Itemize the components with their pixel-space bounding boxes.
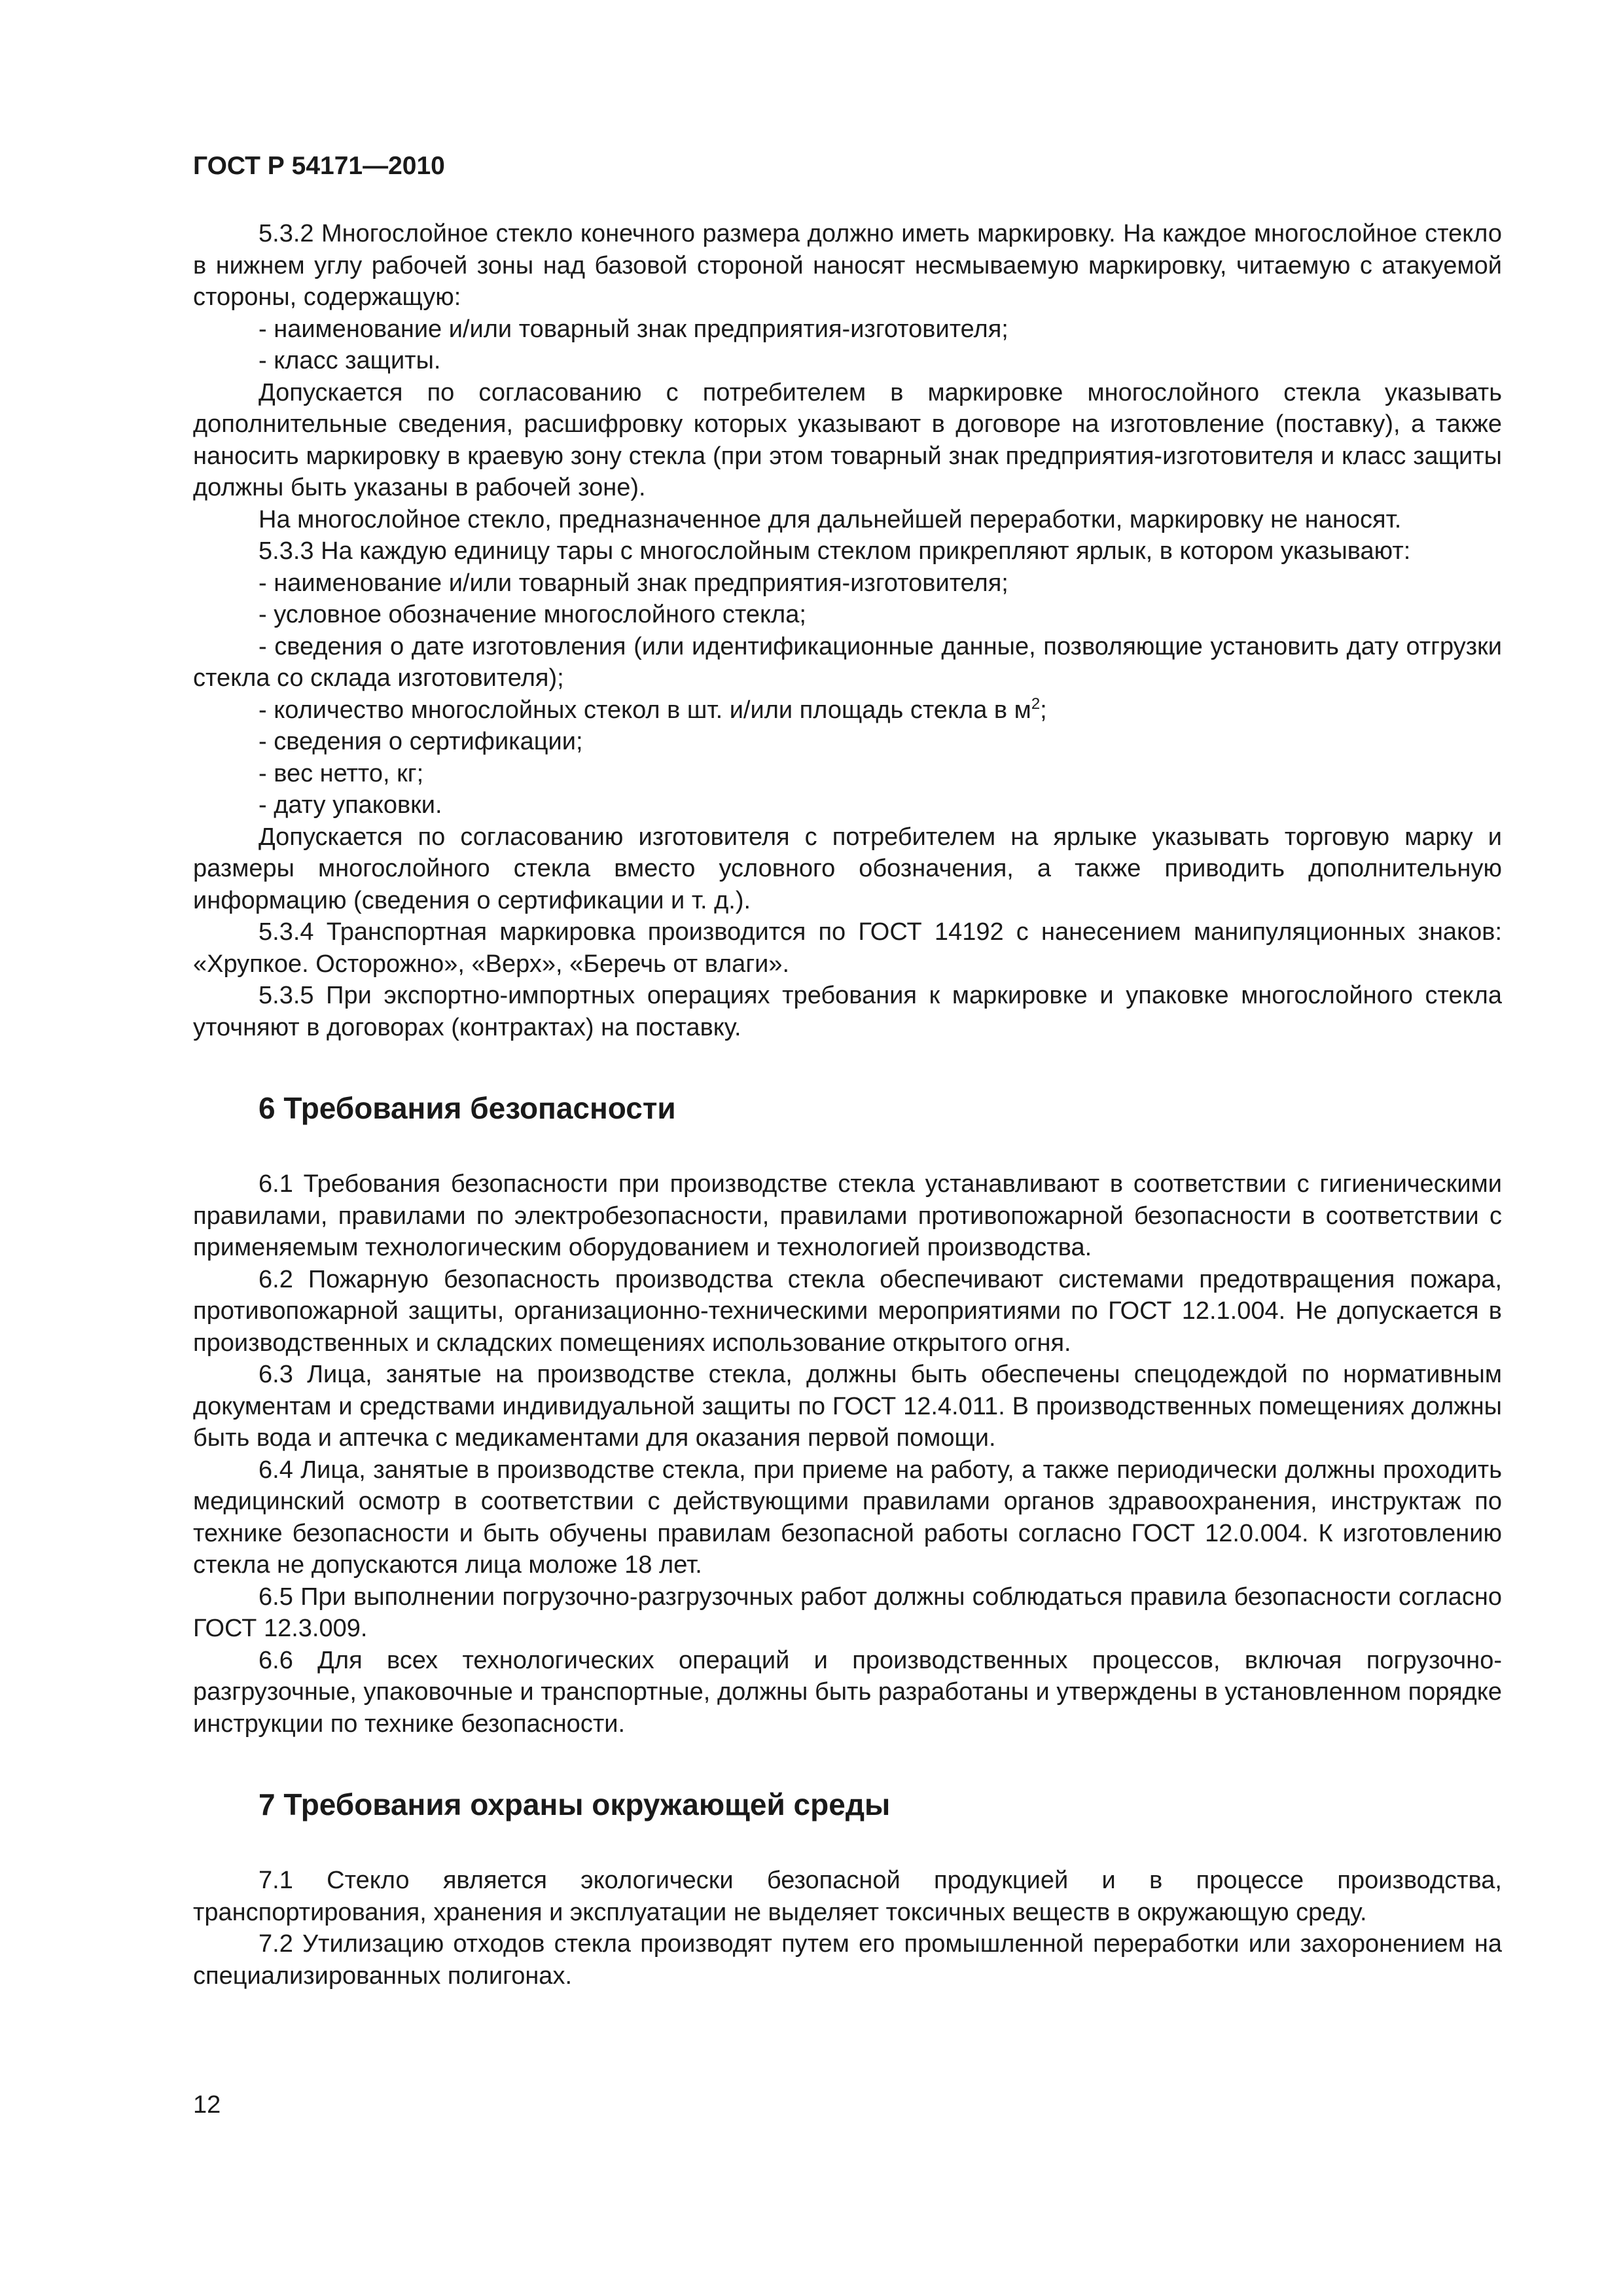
paragraph-5-3-4: 5.3.4 Транспортная маркировка производится по ГОСТ 14192 с нанесением манипуляционных знаков: «Хрупкое. Осторожно», «Верх», «Беречь от влаги». — [193, 918, 1502, 978]
list-item: - условное обозначение многослойного стекла; — [259, 601, 806, 628]
paragraph-5-3-3: 5.3.3 На каждую единицу тары с многослойным стеклом прикрепляют ярлык, в котором указывают: — [259, 537, 1411, 565]
list-item: - наименование и/или товарный знак предприятия-изготовителя; — [259, 569, 1008, 597]
list-item: - сведения о дате изготовления (или идентификационные данные, позволяющие установить дату отгрузки стекла со склада изготовителя); — [193, 632, 1502, 692]
list-item: - сведения о сертификации; — [259, 728, 583, 755]
paragraph-7-1: 7.1 Стекло является экологически безопасной продукцией и в процессе производства, транспортирования, хранения и эксплуатации не выделяет токсичных веществ в окружающую среду. — [193, 1867, 1502, 1926]
paragraph-6-5: 6.5 При выполнении погрузочно-разгрузочных работ должны соблюдаться правила безопасности согласно ГОСТ 12.3.009. — [193, 1583, 1502, 1642]
paragraph-6-4: 6.4 Лица, занятые в производстве стекла, при приеме на работу, а также периодически должны проходить медицинский осмотр в соответствии с действующими правилами органов здравоохранения, инструктаж по технике безопасности и быть обучены правилам безопасной работы согласно ГОСТ 12.0.004. К изготовлению стекла не допускаются лица моложе 18 лет. — [193, 1456, 1502, 1579]
list-item: - вес нетто, кг; — [259, 759, 424, 787]
list-item — [193, 694, 1502, 726]
paragraph: Допускается по согласованию изготовителя с потребителем на ярлыке указывать торговую марку и размеры многослойного стекла вместо условного обозначения, а также приводить дополнительную информацию (сведения о сертификации и т. д.). — [193, 823, 1502, 914]
list-item: - дату упаковки. — [259, 791, 442, 819]
document-page — [193, 151, 1502, 1992]
document-header: ГОСТ Р 54171—2010 — [193, 152, 445, 180]
paragraph-5-3-5: 5.3.5 При экспортно-импортных операциях требования к маркировке и упаковке многослойного стекла уточняют в договорах (контрактах) на поставку. — [193, 982, 1502, 1041]
paragraph-6-1: 6.1 Требования безопасности при производстве стекла устанавливают в соответствии с гигиеническими правилами, правилами по электробезопасности, правилами противопожарной безопасности в соответствии с применяемым технологическим оборудованием и технологией производства. — [193, 1170, 1502, 1261]
list-item-text: - количество многослойных стекол в шт. и/или площадь стекла в м — [259, 696, 1031, 724]
page-number: 12 — [193, 2091, 221, 2119]
list-item: - класс защиты. — [259, 347, 441, 374]
list-item: - наименование и/или товарный знак предприятия-изготовителя; — [259, 315, 1008, 343]
paragraph-7-2: 7.2 Утилизацию отходов стекла производят путем его промышленной переработки или захоронением на специализированных полигонах. — [193, 1930, 1502, 1990]
paragraph-6-2: 6.2 Пожарную безопасность производства стекла обеспечивают системами предотвращения пожара, противопожарной защиты, организационно-техническими мероприятиями по ГОСТ 12.1.004. Не допускается в производственных и складских помещениях использование открытого огня. — [193, 1265, 1502, 1357]
superscript: 2 — [1031, 694, 1041, 713]
paragraph-6-6: 6.6 Для всех технологических операций и производственных процессов, включая погрузочно-разгрузочные, упаковочные и транспортные, должны быть разработаны и утверждены в установленном порядке инструкции по технике безопасности. — [193, 1646, 1502, 1738]
list-item-end: ; — [1040, 696, 1047, 724]
section-7-title: 7 Требования охраны окружающей среды — [259, 1787, 891, 1821]
paragraph: Допускается по согласованию с потребителем в маркировке многослойного стекла указывать дополнительные сведения, расшифровку которых указывают в договоре на изготовление (поставку), а также наносить маркировку в краевую зону стекла (при этом товарный знак предприятия-изготовителя и класс защиты должны быть указаны в рабочей зоне). — [193, 378, 1502, 501]
paragraph-5-3-2: 5.3.2 Многослойное стекло конечного размера должно иметь маркировку. На каждое многослойное стекло в нижнем углу рабочей зоны над базовой стороной наносят несмываемую маркировку, читаемую с атакуемой стороны, содержащую: — [193, 220, 1502, 311]
section-6-title: 6 Требования безопасности — [259, 1091, 676, 1125]
paragraph-6-3: 6.3 Лица, занятые на производстве стекла, должны быть обеспечены спецодеждой по нормативным документам и средствами индивидуальной защиты по ГОСТ 12.4.011. В производственных помещениях должны быть вода и аптечка с медикаментами для оказания первой помощи. — [193, 1361, 1502, 1452]
paragraph: На многослойное стекло, предназначенное для дальнейшей переработки, маркировку не наносят. — [259, 505, 1402, 533]
